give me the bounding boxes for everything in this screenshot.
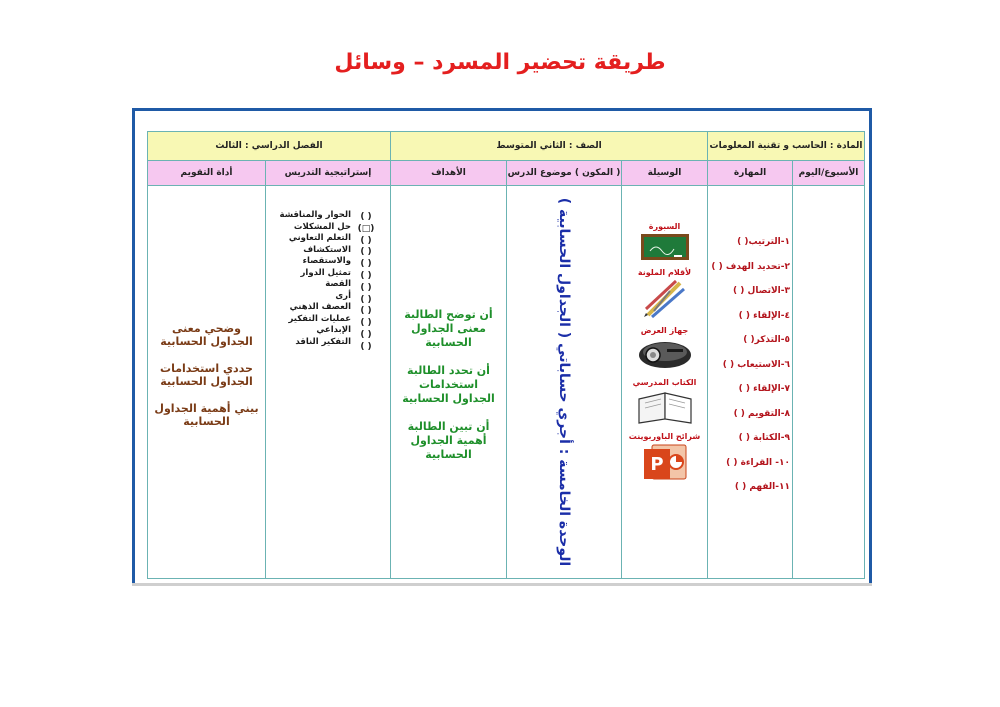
- strategy-checkbox[interactable]: ( ): [360, 294, 372, 305]
- lesson-table: [147, 131, 865, 579]
- projector-icon: [637, 337, 693, 374]
- strategy-item: العصف الذهني: [289, 302, 351, 312]
- strategy-item: الإبداعي: [316, 325, 351, 335]
- evaluation-item: حددي استخدامات الجداول الحسابية: [160, 362, 253, 388]
- column-media: الوسيلة: [621, 161, 707, 185]
- strategy-checkbox[interactable]: ( ): [360, 318, 372, 329]
- strategy-list: [269, 210, 387, 354]
- document-frame: [132, 108, 872, 583]
- skills-list: [710, 230, 790, 500]
- strategy-item: الحوار والمناقشة: [279, 210, 351, 220]
- column-week: الأسبوع/اليوم: [792, 161, 864, 185]
- media-label-ppt: شرائح الباوربوينت: [628, 432, 701, 441]
- skill-item: ١١-الفهم ( ): [734, 482, 790, 492]
- skills-cell: [707, 186, 792, 578]
- evaluation-item: بيني أهمية الجداول الحسابية: [154, 402, 259, 428]
- week-cell: [792, 186, 864, 578]
- page-title: طريقة تحضير المسرد – وسائل: [334, 50, 666, 75]
- content-row: [148, 186, 864, 578]
- grade-cell: الصف : الثاني المتوسط: [390, 132, 707, 160]
- media-list: [629, 220, 701, 488]
- skill-item: ٦-الاستيعاب ( ): [722, 359, 790, 370]
- svg-text:P: P: [649, 454, 664, 475]
- strategy-item: القصة: [325, 279, 351, 289]
- column-strategy: إستراتيجية التدريس: [265, 161, 390, 185]
- strategy-item: تمثيل الدوار: [300, 267, 351, 278]
- strategy-checkbox[interactable]: ( ): [360, 235, 372, 246]
- strategy-checkbox[interactable]: ( ): [360, 212, 372, 222]
- strategy-item: التعلم التعاوني: [288, 233, 351, 243]
- subject-cell: المادة : الحاسب و تقنية المعلومات: [707, 132, 864, 160]
- strategy-checkbox[interactable]: ( ): [360, 270, 372, 281]
- term-cell: الفصل الدراسي : الثالث: [215, 141, 323, 151]
- skill-item: ١٠- القراءة ( ): [726, 457, 790, 468]
- skill-item: ٨-التقويم ( ): [733, 408, 790, 419]
- column-header-row: [148, 161, 864, 186]
- skill-item: ٤-الإلقاء ( ): [738, 310, 790, 321]
- strategy-item: أرى: [335, 290, 351, 301]
- skill-item: ٧-الإلقاء ( ): [738, 384, 790, 394]
- strategy-item: الاستكشاف: [303, 244, 351, 255]
- objective-item: أن تحدد الطالبة استخدامات الجداول الحسابية: [402, 364, 495, 405]
- evaluation-list: [152, 322, 262, 442]
- powerpoint-icon: [642, 443, 688, 486]
- media-label-pens: لأقلام الملونة: [637, 268, 692, 277]
- strategy-checkbox[interactable]: ( ): [360, 247, 372, 258]
- skill-item: ٩-الكتابة ( ): [738, 433, 790, 443]
- strategy-item: حل المشكلات: [293, 221, 351, 232]
- media-label-book: الكتاب المدرسي: [632, 378, 697, 387]
- skill-item: ٣-الاتصال ( ): [733, 286, 790, 296]
- open-book-icon: [637, 389, 693, 428]
- skill-item: ٥-التذكر( ): [743, 335, 790, 345]
- objective-item: أن تبين الطالبة أهمية الجداول الحسابية: [407, 420, 490, 461]
- strategy-cell: [265, 186, 390, 578]
- topic-cell: [506, 186, 621, 578]
- column-skill: المهارة: [707, 161, 792, 185]
- strategy-checkbox[interactable]: ( ): [360, 341, 372, 352]
- strategy-checkbox[interactable]: (□): [357, 223, 375, 234]
- column-objectives: الأهداف: [390, 161, 506, 185]
- colored-pens-icon: [640, 279, 690, 322]
- strategy-item: والاستقصاء: [302, 256, 351, 266]
- strategy-checkbox[interactable]: ( ): [360, 282, 372, 293]
- strategy-checkbox[interactable]: ( ): [360, 306, 372, 317]
- strategy-checkbox[interactable]: ( ): [360, 329, 372, 340]
- media-label-board: السبورة: [648, 222, 681, 231]
- objectives-cell: [390, 186, 506, 578]
- media-cell: [621, 186, 707, 578]
- strategy-item: عمليات التفكير: [288, 313, 351, 324]
- objective-item: أن توضح الطالبة معنى الجداول الحسابية: [404, 308, 493, 349]
- media-label-projector: جهاز العرض: [640, 326, 689, 335]
- lesson-topic: الوحدة الخامسة : أجري حساباتي ( الجداول الحسابية ): [556, 197, 572, 567]
- header-row: [148, 132, 864, 161]
- evaluation-cell: [148, 186, 265, 578]
- strategy-item: التفكير الناقد: [295, 336, 351, 347]
- column-topic: ( المكون ) موضوع الدرس: [506, 161, 621, 185]
- column-evaluation: أداة التقويم: [180, 168, 233, 178]
- skill-item: ١-الترتيب( ): [737, 237, 790, 247]
- objectives-list: [396, 308, 501, 476]
- strategy-checkbox[interactable]: ( ): [360, 259, 372, 270]
- chalkboard-icon: [640, 233, 690, 264]
- skill-item: ٢-تحديد الهدف ( ): [711, 261, 790, 272]
- evaluation-item: وضحي معنى الجداول الحسابية: [160, 322, 253, 348]
